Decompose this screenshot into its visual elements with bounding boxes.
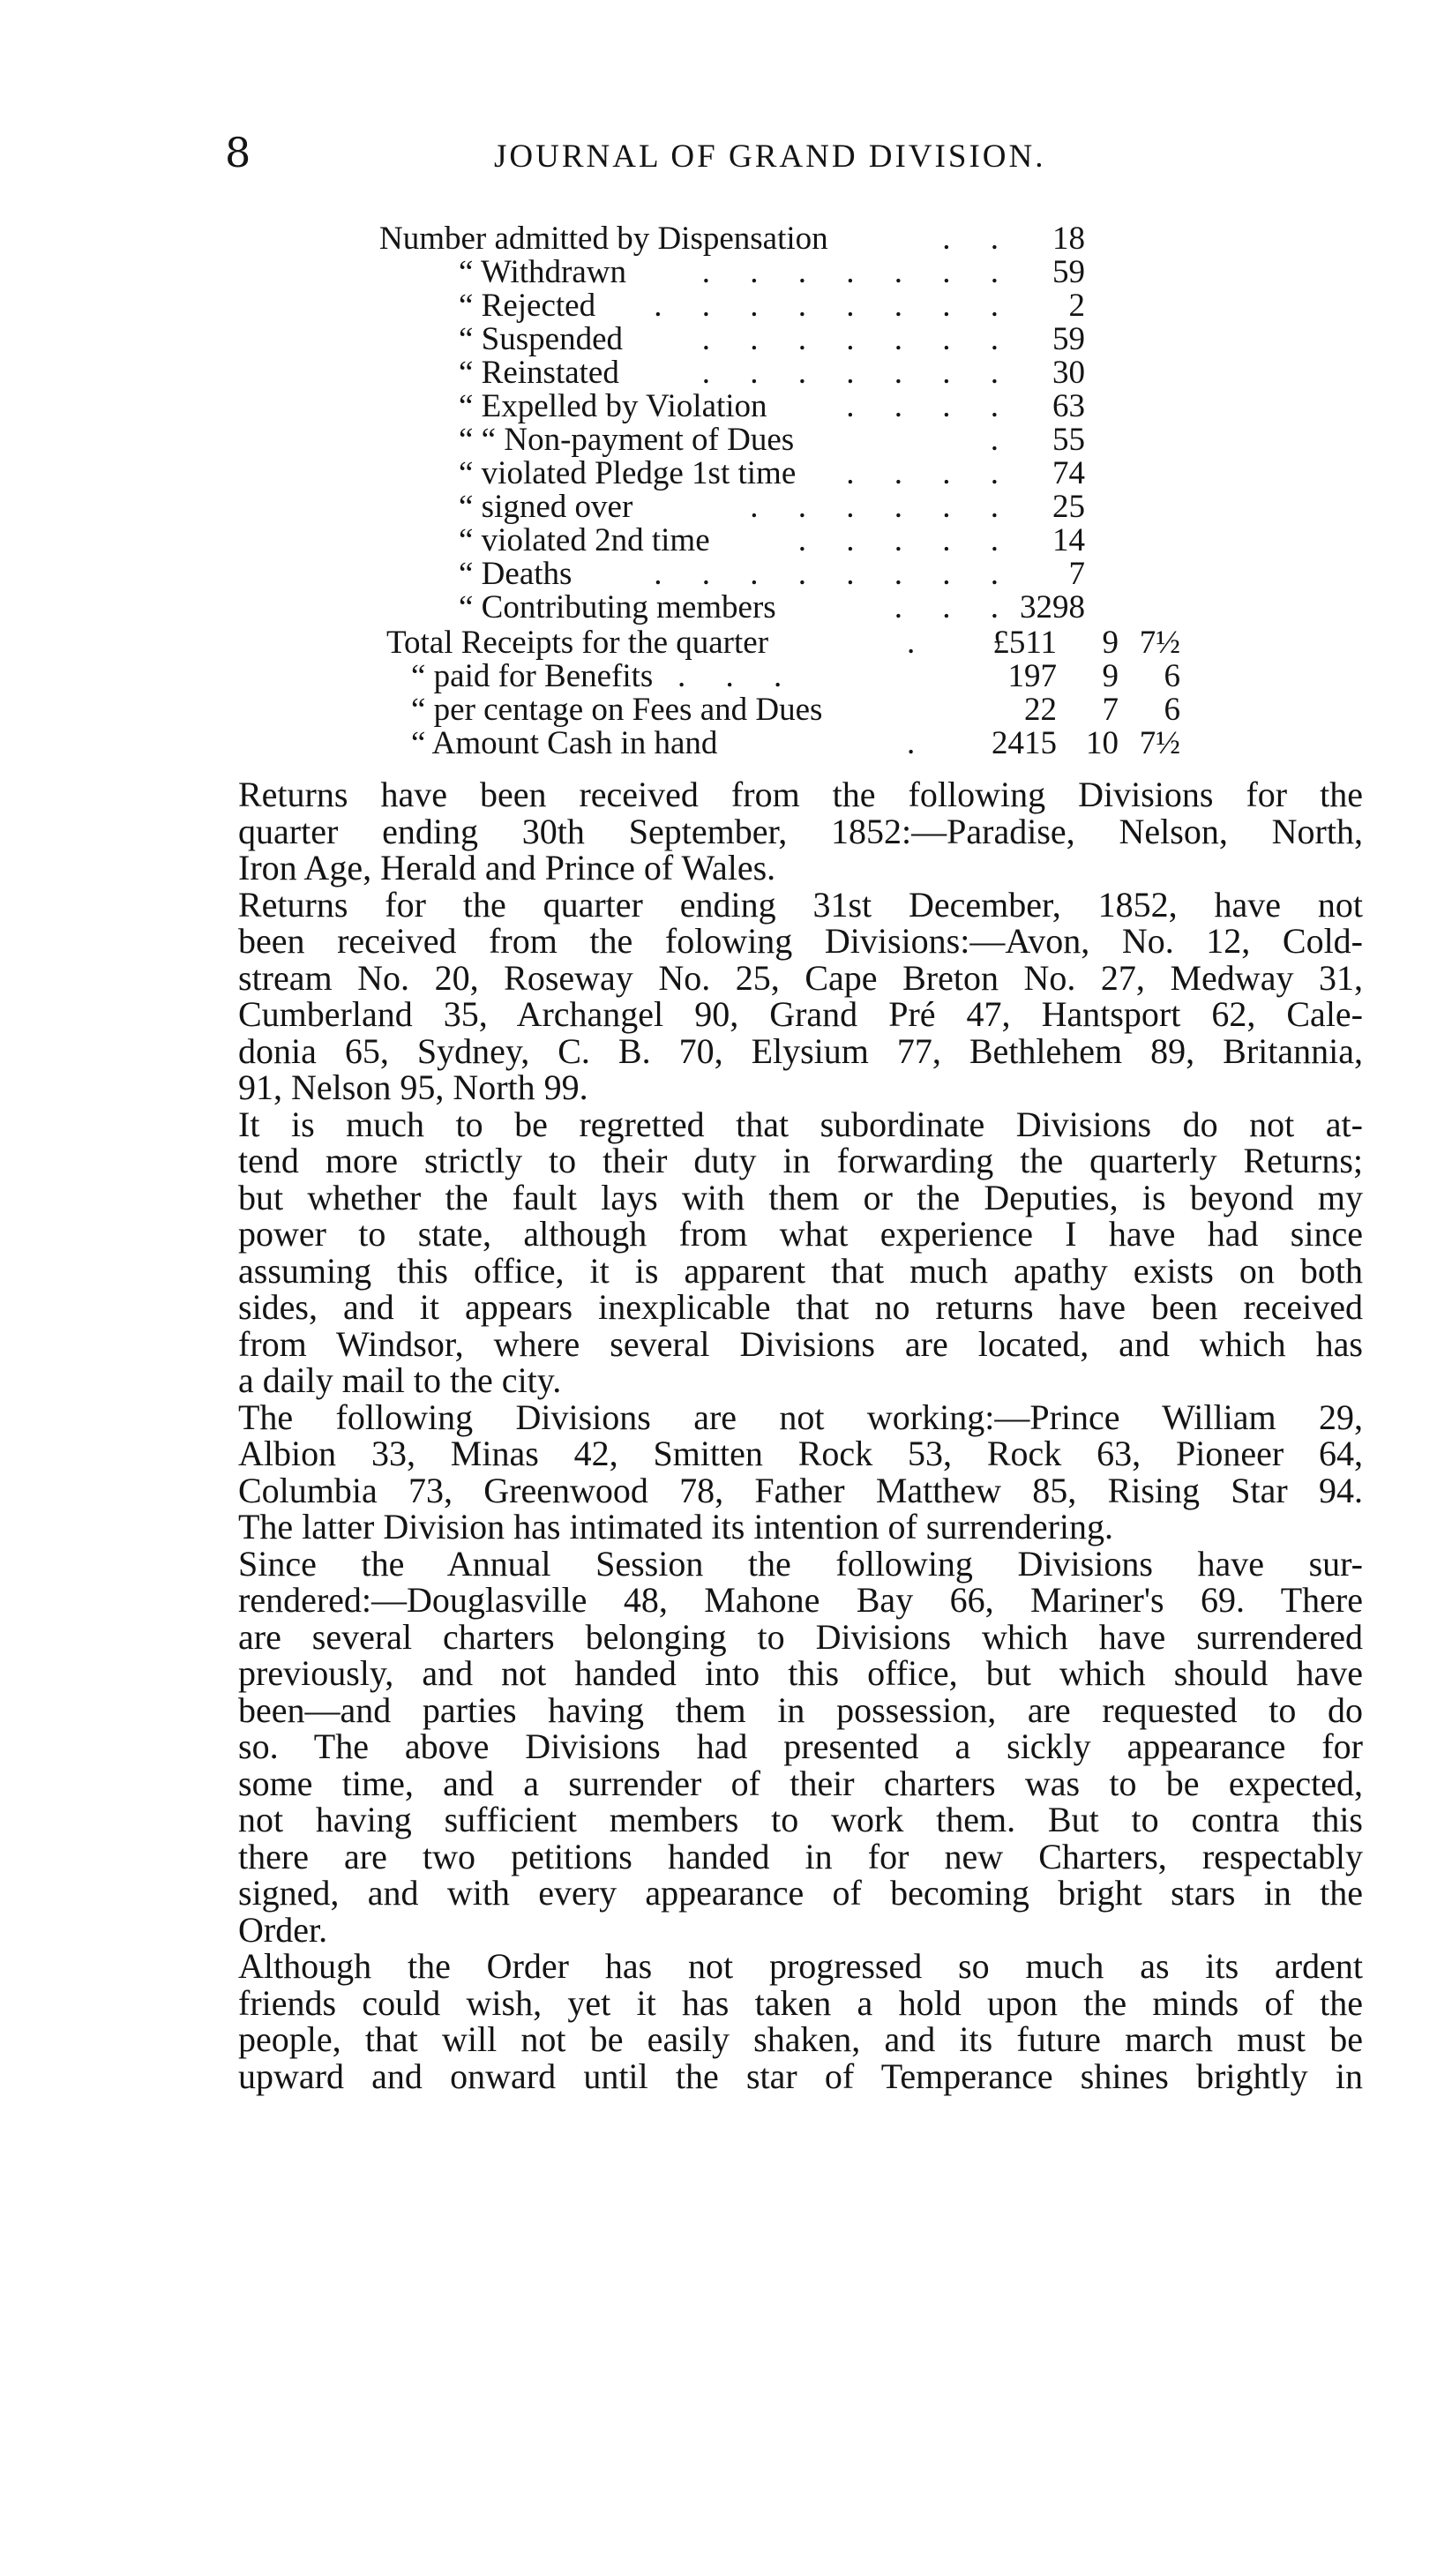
text-line: not having sufficient members to work them. But to contra this [238,1800,1363,1839]
stat-label: “ violated Pledge 1st time [459,455,797,491]
text-line: 91, Nelson 95, North 99. [238,1067,588,1107]
text-line: friends could wish, yet it has taken a hold upon the minds of the [238,1982,1363,2023]
text-line: so. The above Divisions had presented a sickly appearance for [238,1726,1363,1766]
text-line: Order. [238,1909,328,1950]
paragraph [238,1106,1363,1399]
stat-label: “ “ Non-payment of Dues [459,422,795,458]
text-line: but whether the fault lays with them or the Deputies, is beyond my [238,1177,1363,1217]
stat-row [379,558,1173,591]
leader-dots: . . . . . . . . [654,556,1014,592]
running-head: JOURNAL OF GRAND DIVISION. [494,139,1046,175]
text-line: from Windsor, where several Divisions are located, and which has [238,1323,1363,1364]
shillings-value: 9 [1102,658,1119,694]
paragraph [238,884,1363,1107]
stat-row [379,356,1173,390]
text-line: been received from the folowing Divisions:—Avon, No. 12, Cold- [238,921,1363,961]
leader-dots: . . . . . . . [701,355,1014,391]
text-line: Although the Order has not progressed so much as its ardent [238,1946,1363,1986]
pence-value: 6 [1164,692,1180,728]
money-row [386,626,1233,660]
text-line: assuming this office, it is apparent that much apathy exists on both [238,1250,1363,1291]
financial-summary [386,626,1233,768]
stat-label: “ Deaths [459,556,573,592]
stat-value: 59 [1052,321,1085,357]
text-line: rendered:—Douglasville 48, Mahone Bay 66, Mariner's 69. There [238,1580,1363,1620]
stat-value: 30 [1052,355,1085,391]
membership-statistics [379,222,1173,628]
text-line: The latter Division has intimated its intention of surrendering. [238,1507,1114,1546]
money-row [386,660,1233,693]
leader-dots: . . . . . . . [701,321,1014,357]
money-label: Total Receipts for the quarter [386,625,769,661]
money-row [386,727,1233,760]
pence-value: 6 [1164,658,1180,694]
stat-row [379,222,1173,256]
report-body [238,776,1363,2094]
stat-value: 3298 [1020,589,1085,625]
paragraph [238,1543,1363,1950]
leader-dots: . [907,625,932,661]
leader-dots: . . . . [846,455,1014,491]
stat-value: 25 [1052,489,1085,525]
leader-dots: . . [942,221,1014,257]
text-line: quarter ending 30th September, 1852:—Paradise, Nelson, North, [238,811,1363,851]
leader-dots: . . . . . . [750,489,1014,525]
text-line: there are two petitions handed in for new Charters, respectably [238,1836,1363,1876]
text-line: tend more strictly to their duty in forwarding the quarterly Returns; [238,1141,1363,1180]
text-line: upward and onward until the star of Temperance shines brightly in [238,2056,1363,2096]
text-line: Returns for the quarter ending 31st December, 1852, have not [238,884,1363,925]
stat-value: 55 [1052,422,1085,458]
money-label: “ Amount Cash in hand [411,725,718,761]
text-line: Cumberland 35, Archangel 90, Grand Pré 47, Hantsport 62, Cale- [238,994,1363,1034]
pounds-value: 197 [1007,658,1057,694]
stat-row [379,289,1173,323]
stat-value: 63 [1052,388,1085,424]
stat-value: 18 [1052,221,1085,257]
paragraph [238,1948,1363,2094]
text-line: Iron Age, Herald and Prince of Wales. [238,848,776,887]
stat-label: “ violated 2nd time [459,522,710,558]
stat-row [379,591,1173,625]
text-line: Columbia 73, Greenwood 78, Father Matthew 85, Rising Star 94. [238,1470,1363,1510]
stat-row [379,490,1173,524]
paragraph [238,1399,1363,1546]
pence-value: 7½ [1139,625,1180,661]
stat-row [379,457,1173,490]
leader-dots: . . . . [846,388,1014,424]
leader-dots: . . . . . . . . [654,288,1014,324]
text-line: stream No. 20, Roseway No. 25, Cape Breton No. 27, Medway 31, [238,957,1363,998]
text-line: signed, and with every appearance of becoming bright stars in the [238,1873,1363,1913]
text-line: Since the Annual Session the following Divisions have sur- [238,1543,1363,1584]
stat-row [379,323,1173,356]
text-line: previously, and not handed into this office, but which should have [238,1653,1363,1693]
money-label: “ per centage on Fees and Dues [411,692,823,728]
stat-label: “ Rejected [459,288,596,324]
money-row [386,693,1233,727]
text-line: been—and parties having them in possession, are requested to do [238,1689,1363,1730]
leader-dots: . . . . . [797,522,1014,558]
text-line: a daily mail to the city. [238,1360,562,1400]
stat-label: Number admitted by Dispensation [379,221,828,257]
stat-row [379,390,1173,423]
stat-row [379,524,1173,558]
stat-label: “ Contributing members [459,589,776,625]
stat-value: 74 [1052,455,1085,491]
page-number: 8 [225,129,251,176]
leader-dots: . [990,422,1014,458]
stat-value: 14 [1052,522,1085,558]
text-line: sides, and it appears inexplicable that no returns have been received [238,1287,1363,1327]
money-label: “ paid for Benefits [411,658,654,694]
text-line: The following Divisions are not working:—Prince William 29, [238,1397,1363,1437]
stat-label: “ Suspended [459,321,623,357]
leader-dots: . . . . . . . [701,254,1014,290]
text-line: some time, and a surrender of their charters was to be expected, [238,1763,1363,1803]
stat-label: “ Expelled by Violation [459,388,767,424]
stat-label: “ Withdrawn [459,254,626,290]
leader-dots: . . . [894,589,1014,625]
stat-value: 2 [1068,288,1085,324]
text-line: It is much to be regretted that subordinate Divisions do not at- [238,1104,1363,1144]
stat-row [379,423,1173,457]
text-line: are several charters belonging to Divisions which have surrendered [238,1616,1363,1657]
shillings-value: 7 [1102,692,1119,728]
pounds-value: £511 [992,625,1057,661]
pounds-value: 2415 [992,725,1057,761]
text-line: donia 65, Sydney, C. B. 70, Elysium 77, Bethlehem 89, Britannia, [238,1030,1363,1071]
text-line: Returns have been received from the following Divisions for the [238,775,1363,814]
stat-value: 59 [1052,254,1085,290]
stat-row [379,256,1173,289]
stat-value: 7 [1068,556,1085,592]
stat-label: “ signed over [459,489,633,525]
stat-label: “ Reinstated [459,355,619,391]
shillings-value: 10 [1086,725,1119,761]
pounds-value: 22 [1024,692,1057,728]
pence-value: 7½ [1139,725,1180,761]
leader-dots: . [907,725,932,761]
text-line: power to state, although from what experience I have had since [238,1214,1363,1254]
leader-dots: . . . [677,658,798,694]
paragraph [238,776,1363,887]
shillings-value: 9 [1102,625,1119,661]
text-line: people, that will not be easily shaken, and its future march must be [238,2019,1363,2059]
text-line: Albion 33, Minas 42, Smitten Rock 53, Rock 63, Pioneer 64, [238,1434,1363,1473]
